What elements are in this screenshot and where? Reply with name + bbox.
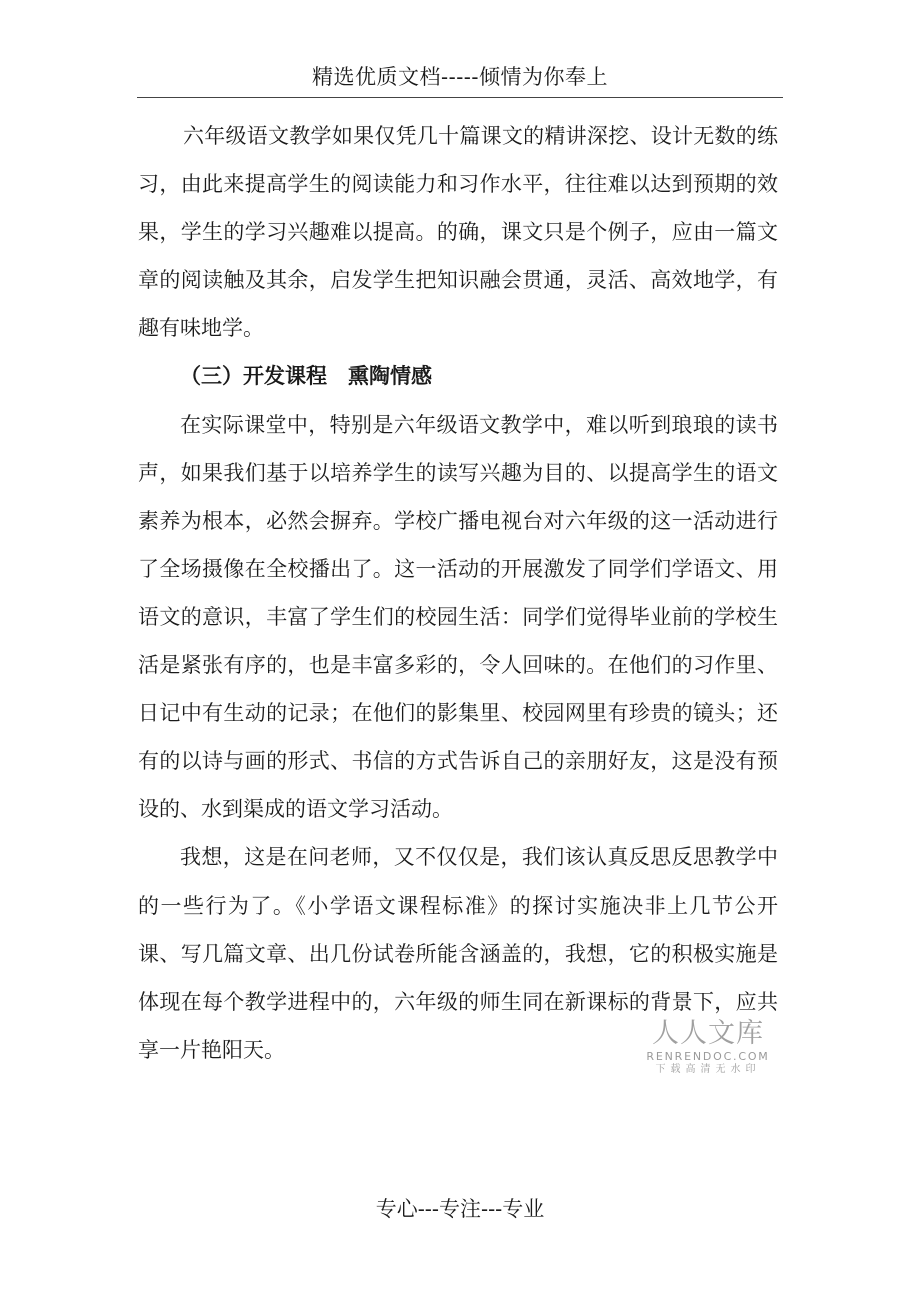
watermark-title: 人人文库 — [652, 1018, 764, 1049]
paragraph: 在实际课堂中，特别是六年级语文教学中，难以听到琅琅的读书声，如果我们基于以培养学生的读写兴趣为目的、以提高学生的语文素养为根本，必然会摒弃。学校广播电视台对六年级的这一活动进行了全场摄像在全校播出了。这一活动的开展激发了同学们学语文、用语文的意识，丰富了学生们的校园生活：同学们觉得毕业前的学校生活是紧张有序的，也是丰富多彩的，令人回味的。在他们的习作里、日记中有生动的记录；在他们的影集里、校园网里有珍贵的镜头；还有的以诗与画的形式、书信的方式告诉自己的亲朋好友，这是没有预设的、水到渠成的语文学习活动。 — [138, 412, 778, 822]
page-footer: 专心---专注---专业 — [375, 1197, 545, 1221]
paragraph: 六年级语文教学如果仅凭几十篇课文的精讲深挖、设计无数的练习，由此来提高学生的阅读能力和习作水平，往往难以达到预期的效果，学生的学习兴趣难以提高。的确，课文只是个例子，应由一篇文章的阅读触及其余，启发学生把知识融会贯通，灵活、高效地学，有趣有味地学。 — [138, 124, 778, 341]
watermark-tagline: 下载高清无水印 — [655, 1064, 761, 1075]
section-heading — [138, 352, 778, 400]
page-header: 精选优质文档-----倾情为你奉上 — [312, 65, 608, 89]
section-heading-number-title: （三）开发课程 — [180, 364, 327, 389]
document-body — [138, 112, 778, 1074]
paragraph: 我想，这是在问老师，又不仅仅是，我们该认真反思反思教学中的一些行为了。《小学语文课程标准》的探讨实施决非上几节公开课、写几篇文章、出几份试卷所能含涵盖的，我想，它的积极实施是体现在每个教学进程中的，六年级的师生同在新课标的背景下，应共享一片艳阳天。 — [138, 845, 778, 1062]
section-heading-subtitle: 熏陶情感 — [348, 364, 432, 389]
header-divider — [137, 97, 783, 98]
watermark-url: RENRENDOC.COM — [646, 1050, 770, 1063]
watermark-logo — [642, 1018, 774, 1077]
